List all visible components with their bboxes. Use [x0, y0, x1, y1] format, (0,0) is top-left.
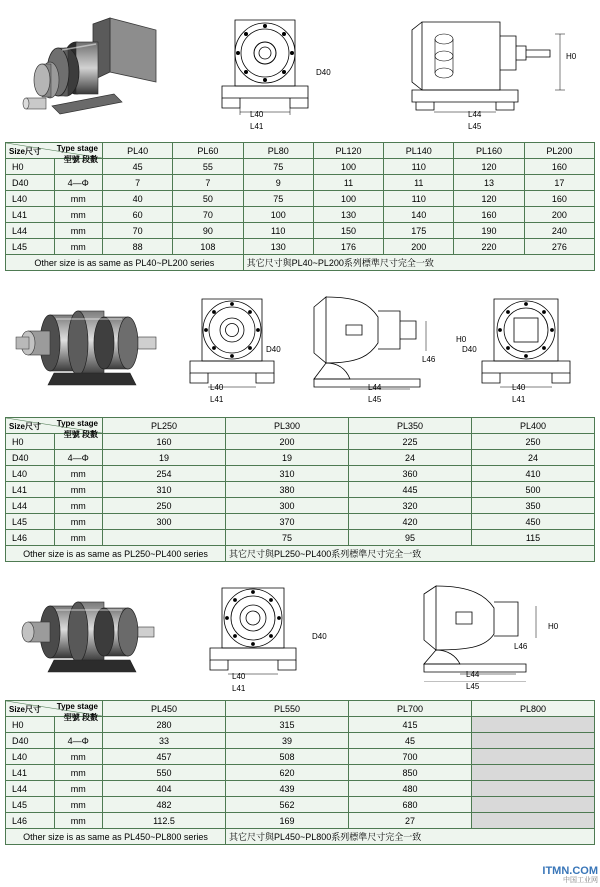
row-unit: mm [54, 781, 103, 797]
cell: 17 [524, 175, 594, 191]
cell: 100 [313, 159, 383, 175]
cell-empty [472, 717, 595, 733]
row-unit: mm [54, 207, 103, 223]
cell: 370 [226, 514, 349, 530]
row-unit: mm [54, 223, 103, 239]
cell: 439 [226, 781, 349, 797]
cell: 508 [226, 749, 349, 765]
row-label: L44 [6, 223, 55, 239]
row-unit: mm [54, 466, 103, 482]
table-row [6, 207, 595, 223]
corner-type-stage: Type stage [56, 702, 98, 711]
cell: 70 [173, 207, 243, 223]
cell: 112.5 [103, 813, 226, 829]
row-unit: 4—Φ [54, 450, 103, 466]
table-corner-header [6, 143, 103, 164]
label-l40-view2-row3: L40 [232, 672, 246, 681]
cell-empty [472, 765, 595, 781]
cell: 19 [103, 450, 226, 466]
cell: 27 [349, 813, 472, 829]
cell: 250 [472, 434, 595, 450]
row-label: L41 [6, 765, 55, 781]
cell: 40 [103, 191, 173, 207]
cell: 130 [313, 207, 383, 223]
row-unit: mm [54, 530, 103, 546]
row-label: L45 [6, 239, 55, 255]
cell: 445 [349, 482, 472, 498]
cell: 100 [243, 207, 313, 223]
cell: 320 [349, 498, 472, 514]
row-label: L40 [6, 466, 55, 482]
note-en: Other size is as same as PL450~PL800 series [6, 829, 226, 845]
column-header: PL200 [524, 143, 594, 159]
table-row [6, 450, 595, 466]
cell: 11 [384, 175, 454, 191]
cell: 404 [103, 781, 226, 797]
cell: 200 [524, 207, 594, 223]
label-l44-view3-row2: L44 [368, 383, 382, 392]
cell: 75 [243, 191, 313, 207]
label-l46-view3-row2: L46 [422, 355, 436, 364]
side-view-2 [300, 291, 450, 396]
cell: 280 [103, 717, 226, 733]
corner-type-stage: Type stage [56, 419, 98, 428]
table-row [6, 797, 595, 813]
cell: 225 [349, 434, 472, 450]
table-row [6, 733, 595, 749]
row-label: L41 [6, 207, 55, 223]
cell: 276 [524, 239, 594, 255]
cell: 108 [173, 239, 243, 255]
cell: 420 [349, 514, 472, 530]
cell: 254 [103, 466, 226, 482]
row-label: L46 [6, 813, 55, 829]
cell-empty [472, 749, 595, 765]
column-header: PL800 [472, 701, 595, 717]
cell: 700 [349, 749, 472, 765]
row-label: L44 [6, 781, 55, 797]
side-view-1 [400, 12, 575, 117]
cell: 160 [103, 434, 226, 450]
cell: 160 [454, 207, 524, 223]
note-en: Other size is as same as PL250~PL400 series [6, 546, 226, 562]
cell: 7 [103, 175, 173, 191]
column-header: PL550 [226, 701, 349, 717]
cell: 90 [173, 223, 243, 239]
cell: 9 [243, 175, 313, 191]
label-l41-view2-row2: L41 [210, 395, 224, 404]
row-unit: 4—Φ [54, 733, 103, 749]
label-d40-view2-row3: D40 [312, 632, 327, 641]
cell: 88 [103, 239, 173, 255]
cell: 60 [103, 207, 173, 223]
cell-empty [472, 781, 595, 797]
table-header-row [6, 701, 595, 717]
cell: 140 [384, 207, 454, 223]
cell: 115 [472, 530, 595, 546]
cell: 450 [472, 514, 595, 530]
cell: 415 [349, 717, 472, 733]
cell: 7 [173, 175, 243, 191]
corner-type-stage-cn: 型號 段數 [63, 713, 98, 722]
cell: 360 [349, 466, 472, 482]
cell: 19 [226, 450, 349, 466]
cell: 240 [524, 223, 594, 239]
gearbox-photo-2 [10, 293, 170, 403]
spec-table-pl40-pl200 [5, 142, 595, 271]
label-d40-view2-row2: D40 [266, 345, 281, 354]
table-note-row [6, 829, 595, 845]
cell: 100 [313, 191, 383, 207]
gearbox-photo-3 [10, 582, 170, 692]
row-unit: mm [54, 498, 103, 514]
cell: 45 [103, 159, 173, 175]
cell: 315 [226, 717, 349, 733]
table-note-row [6, 546, 595, 562]
row-unit: mm [54, 813, 103, 829]
column-header: PL350 [349, 418, 472, 434]
cell: 482 [103, 797, 226, 813]
front-view-1 [200, 12, 330, 117]
cell: 457 [103, 749, 226, 765]
corner-size: Size尺寸 [9, 422, 42, 431]
row-label: L46 [6, 530, 55, 546]
cell: 310 [226, 466, 349, 482]
cell: 160 [524, 159, 594, 175]
cell: 300 [226, 498, 349, 514]
cell: 70 [103, 223, 173, 239]
cell: 200 [384, 239, 454, 255]
cell: 110 [243, 223, 313, 239]
row-label: L40 [6, 749, 55, 765]
label-d40-view4-row2: D40 [462, 345, 477, 354]
label-l44-view3-row1: L44 [468, 110, 482, 119]
column-header: PL400 [472, 418, 595, 434]
row-label: L40 [6, 191, 55, 207]
label-l41-view2-row3: L41 [232, 684, 246, 693]
cell: 120 [454, 191, 524, 207]
table-row [6, 466, 595, 482]
front-view-3 [190, 580, 316, 682]
cell: 550 [103, 765, 226, 781]
corner-size: Size尺寸 [9, 705, 42, 714]
watermark-line1: ITMN.COM [542, 865, 598, 877]
section-pl40-pl200 [0, 0, 600, 271]
row-label: H0 [6, 717, 55, 733]
cell: 110 [384, 191, 454, 207]
row-label: L45 [6, 797, 55, 813]
row-label: D40 [6, 450, 55, 466]
cell: 190 [454, 223, 524, 239]
cell: 410 [472, 466, 595, 482]
watermark-line2: 中国工业网 [563, 877, 598, 884]
table-row [6, 175, 595, 191]
row-unit: mm [54, 514, 103, 530]
front-view-2 [172, 291, 292, 396]
cell: 175 [384, 223, 454, 239]
cell: 300 [103, 514, 226, 530]
label-h0-view3-row2: H0 [456, 335, 467, 344]
cell: 176 [313, 239, 383, 255]
cell: 150 [313, 223, 383, 239]
column-header: PL80 [243, 143, 313, 159]
table-row [6, 749, 595, 765]
cell: 50 [173, 191, 243, 207]
label-l41-view4-row2: L41 [512, 395, 526, 404]
label-l44-view3-row3: L44 [466, 670, 480, 679]
row-label: L45 [6, 514, 55, 530]
table-corner-header [6, 418, 103, 439]
table-row [6, 482, 595, 498]
cell: 24 [349, 450, 472, 466]
cell: 562 [226, 797, 349, 813]
column-header: PL250 [103, 418, 226, 434]
cell: 33 [103, 733, 226, 749]
column-header: PL140 [384, 143, 454, 159]
corner-type-stage-cn: 型號 段數 [63, 430, 98, 439]
cell: 39 [226, 733, 349, 749]
cell: 11 [313, 175, 383, 191]
cell: 13 [454, 175, 524, 191]
label-l41-view2-row1: L41 [250, 122, 264, 131]
figure-row-3 [0, 574, 600, 696]
column-header: PL120 [313, 143, 383, 159]
corner-type-stage-cn: 型號 段數 [63, 155, 98, 164]
table-row [6, 223, 595, 239]
cell-empty [472, 733, 595, 749]
column-header: PL40 [103, 143, 173, 159]
label-l40-view2-row2: L40 [210, 383, 224, 392]
cell: 95 [349, 530, 472, 546]
row-label: L44 [6, 498, 55, 514]
cell: 620 [226, 765, 349, 781]
spec-table-pl450-pl800 [5, 700, 595, 845]
note-cn: 其它尺寸與PL250~PL400系列標準尺寸完全一致 [226, 546, 595, 562]
table-header-row [6, 418, 595, 434]
row-unit: mm [54, 765, 103, 781]
table-row [6, 239, 595, 255]
table-row [6, 514, 595, 530]
table-row [6, 781, 595, 797]
watermark [542, 866, 598, 886]
note-cn: 其它尺寸與PL450~PL800系列標準尺寸完全一致 [226, 829, 595, 845]
column-header: PL450 [103, 701, 226, 717]
cell: 75 [226, 530, 349, 546]
section-pl450-pl800 [0, 574, 600, 845]
table-row [6, 530, 595, 546]
side-view-3 [400, 580, 570, 682]
row-unit: mm [54, 239, 103, 255]
cell: 220 [454, 239, 524, 255]
table-row [6, 191, 595, 207]
column-header: PL300 [226, 418, 349, 434]
cell: 500 [472, 482, 595, 498]
gearbox-photo-1 [18, 10, 168, 130]
label-h0-view3-row1: H0 [566, 52, 577, 61]
table-header-row [6, 143, 595, 159]
cell [103, 530, 226, 546]
cell: 250 [103, 498, 226, 514]
cell: 480 [349, 781, 472, 797]
table-corner-header [6, 701, 103, 722]
cell: 680 [349, 797, 472, 813]
label-l40-view2-row1: L40 [250, 110, 264, 119]
cell: 200 [226, 434, 349, 450]
note-en: Other size is as same as PL40~PL200 series [6, 255, 244, 271]
corner-type-stage: Type stage [56, 144, 98, 153]
label-l45-view3-row1: L45 [468, 122, 482, 131]
label-d40-view2-row1: D40 [316, 68, 331, 77]
row-unit: 4—Φ [54, 175, 103, 191]
table-row [6, 765, 595, 781]
cell: 350 [472, 498, 595, 514]
column-header: PL700 [349, 701, 472, 717]
row-label: H0 [6, 159, 55, 175]
table-row [6, 813, 595, 829]
label-h0-view3-row3: H0 [548, 622, 559, 631]
section-pl250-pl400 [0, 283, 600, 562]
row-unit: mm [54, 797, 103, 813]
label-l46-view3-row3: L46 [514, 642, 528, 651]
cell: 169 [226, 813, 349, 829]
row-unit: mm [54, 749, 103, 765]
cell: 75 [243, 159, 313, 175]
cell: 380 [226, 482, 349, 498]
row-label: L41 [6, 482, 55, 498]
corner-size: Size尺寸 [9, 147, 42, 156]
cell: 160 [524, 191, 594, 207]
row-unit: mm [54, 482, 103, 498]
cell-empty [472, 813, 595, 829]
figure-row-1 [0, 0, 600, 138]
cell: 45 [349, 733, 472, 749]
cell: 120 [454, 159, 524, 175]
row-unit: mm [54, 191, 103, 207]
cell: 110 [384, 159, 454, 175]
row-label: H0 [6, 434, 55, 450]
column-header: PL160 [454, 143, 524, 159]
cell: 24 [472, 450, 595, 466]
table-note-row [6, 255, 595, 271]
label-l45-view3-row2: L45 [368, 395, 382, 404]
cell-empty [472, 797, 595, 813]
column-header: PL60 [173, 143, 243, 159]
note-cn: 其它尺寸與PL40~PL200系列標準尺寸完全一致 [243, 255, 594, 271]
front-view-2b [462, 291, 590, 396]
figure-row-2 [0, 283, 600, 413]
table-row [6, 498, 595, 514]
cell: 850 [349, 765, 472, 781]
row-label: D40 [6, 175, 55, 191]
spec-table-pl250-pl400 [5, 417, 595, 562]
cell: 310 [103, 482, 226, 498]
label-l40-view4-row2: L40 [512, 383, 526, 392]
cell: 55 [173, 159, 243, 175]
cell: 130 [243, 239, 313, 255]
row-label: D40 [6, 733, 55, 749]
label-l45-view3-row3: L45 [466, 682, 480, 691]
